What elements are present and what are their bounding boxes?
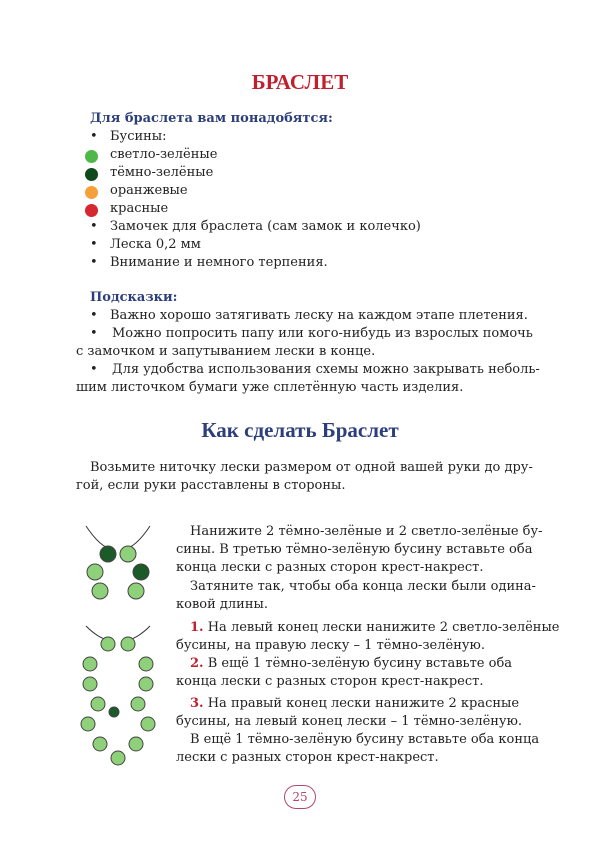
hint-3-line-2: шим листочком бумаги уже сплетённую часть изделия. xyxy=(76,380,464,395)
step2-line-2: конца лески с разных сторон крест-накрест. xyxy=(176,674,484,689)
step2-number: 2. xyxy=(190,656,204,671)
page-title: БРАСЛЕТ xyxy=(251,70,349,94)
step1-text-1: На левый конец лески нанижите 2 светло-зелёные xyxy=(207,620,560,635)
step3-text-1: На правый конец лески нанижите 2 красные xyxy=(207,696,520,711)
step3-line-2: бусины, на левый конец лески – 1 тёмно-зелёную. xyxy=(176,714,523,729)
red-bead-icon xyxy=(85,204,98,217)
material-patience: Внимание и немного терпения. xyxy=(110,255,328,270)
bullet-marker: • xyxy=(90,129,98,144)
hint-1: Важно хорошо затягивать леску на каждом этапе плетения. xyxy=(110,308,528,323)
step2-text-1: В ещё 1 тёмно-зелёную бусину вставьте оба xyxy=(207,656,513,671)
beads-label: Бусины: xyxy=(110,129,167,144)
bead-red-label: красные xyxy=(110,201,169,216)
light-green-bead-icon xyxy=(85,150,98,163)
para3-line-2: лески с разных сторон крест-накрест. xyxy=(176,750,439,765)
step1-line-2: бусины, на правую леску – 1 тёмно-зелёную. xyxy=(176,638,485,653)
para3-line-1: В ещё 1 тёмно-зелёную бусину вставьте оба конца xyxy=(190,732,540,747)
step1-number: 1. xyxy=(190,620,204,635)
bullet-marker: • xyxy=(90,308,98,323)
hint-2-line-1: Можно попросить папу или кого-нибудь из взрослых помочь xyxy=(112,326,533,341)
hint-2-line-2: с замочком и запутыванием лески в конце. xyxy=(76,344,376,359)
hints-heading: Подсказки: xyxy=(90,290,178,305)
para2-line-2: ковой длины. xyxy=(176,597,268,612)
bead-light-green-label: светло-зелёные xyxy=(110,147,218,162)
para1-line-1: Нанижите 2 тёмно-зелёные и 2 светло-зелёные бу- xyxy=(190,524,543,539)
bead-orange-label: оранжевые xyxy=(110,183,188,198)
intro-line-1: Возьмите ниточку лески размером от одной вашей руки до дру- xyxy=(90,460,533,475)
para2-line-1: Затяните так, чтобы оба конца лески были одина- xyxy=(190,579,536,594)
para1-line-3: конца лески с разных сторон крест-накрест. xyxy=(176,560,484,575)
materials-heading: Для браслета вам понадобятся: xyxy=(90,111,333,126)
material-line: Леска 0,2 мм xyxy=(110,237,201,252)
step3-line-1 xyxy=(190,695,519,713)
hint-3-line-1: Для удобства использования схемы можно закрывать неболь- xyxy=(112,362,540,377)
para1-line-2: сины. В третью тёмно-зелёную бусину вставьте оба xyxy=(176,542,533,557)
step3-number: 3. xyxy=(190,696,204,711)
intro-line-2: гой, если руки расставлены в стороны. xyxy=(76,478,346,493)
bead-dark-green-label: тёмно-зелёные xyxy=(110,165,214,180)
step1-line-1 xyxy=(190,619,560,637)
page-number: 25 xyxy=(284,785,316,809)
how-to-heading: Как сделать Браслет xyxy=(201,418,399,442)
bead-ring-diagram-icon xyxy=(78,520,158,610)
material-clasp: Замочек для браслета (сам замок и колечко) xyxy=(110,219,421,234)
dark-green-bead-icon xyxy=(85,168,98,181)
bullet-marker: • xyxy=(90,255,98,270)
step2-line-1 xyxy=(190,655,512,673)
orange-bead-icon xyxy=(85,186,98,199)
bullet-marker: • xyxy=(90,219,98,234)
bead-weaving-diagram-icon xyxy=(78,620,158,770)
bullet-marker: • xyxy=(90,237,98,252)
bullet-marker: • xyxy=(90,362,98,377)
bullet-marker: • xyxy=(90,326,98,341)
